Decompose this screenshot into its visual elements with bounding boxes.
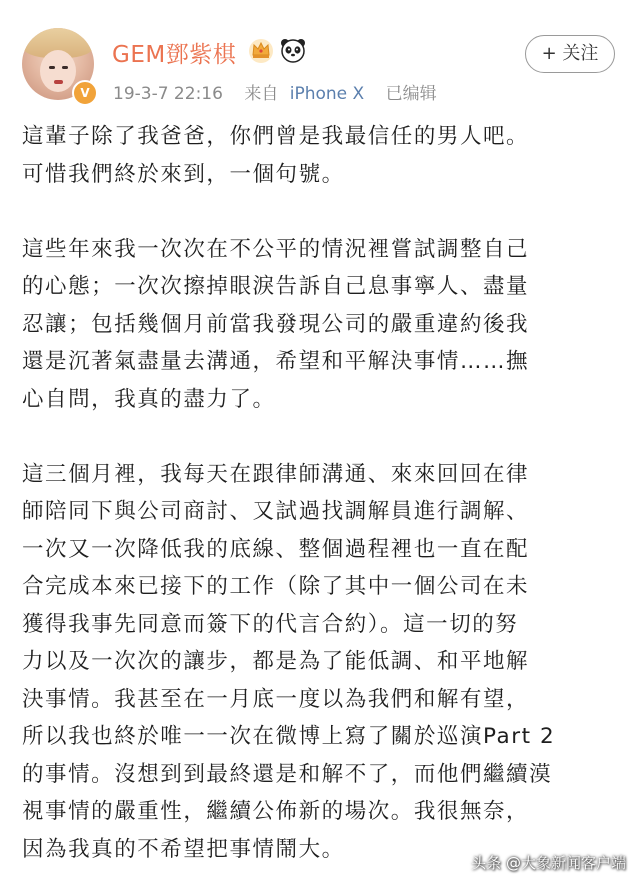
- avatar-eye-right: [62, 66, 68, 69]
- post-line: 因為我真的不希望把事情鬧大。: [22, 836, 345, 862]
- post-line: 決事情。我甚至在一月底一度以為我們和解有望，: [22, 686, 530, 712]
- verified-badge-icon: V: [72, 80, 98, 106]
- source-label: 来自: [244, 84, 279, 104]
- post-line: 師陪同下與公司商討、又試過找調解員進行調解、: [22, 499, 530, 524]
- post-paragraph-2: [22, 231, 622, 419]
- post-line: 還是沉著氣盡量去溝通，希望和平解決事情……撫: [22, 349, 530, 374]
- post-header: [0, 0, 640, 112]
- follow-button[interactable]: + 关注: [525, 35, 615, 73]
- post-line: 這輩子除了我爸爸，你們曾是我最信任的男人吧。: [22, 124, 530, 149]
- panda-icon: [280, 37, 306, 63]
- post-line: 的事情。沒想到到最終還是和解不了，而他們繼續漠: [22, 761, 553, 787]
- post-line: 忍讓；包括幾個月前當我發現公司的嚴重違約後我: [22, 311, 530, 337]
- post-line: 所以我也終於唯一一次在微博上寫了關於巡演Part 2: [22, 724, 556, 749]
- avatar-lips: [54, 80, 63, 84]
- post-line: 可惜我們終於來到，一個句號。: [22, 161, 345, 187]
- post-paragraph-3: [22, 456, 622, 869]
- post-line: 一次又一次降低我的底線、整個過程裡也一直在配: [22, 536, 530, 562]
- crown-icon: [248, 37, 274, 63]
- post-body: [22, 118, 622, 868]
- username[interactable]: GEM鄧紫棋: [112, 42, 237, 68]
- post-line: 心自問，我真的盡力了。: [22, 386, 276, 412]
- post-line: 獲得我事先同意而簽下的代言合約）。這一切的努: [22, 611, 519, 637]
- post-line: 力以及一次次的讓步，都是為了能低調、和平地解: [22, 649, 530, 674]
- post-line: 合完成本來已接下的工作（除了其中一個公司在未: [22, 574, 530, 599]
- post-line: 這三個月裡，我每天在跟律師溝通、來來回回在律: [22, 461, 530, 487]
- edited-label: 已编辑: [385, 84, 437, 104]
- source-device-link[interactable]: iPhone X: [289, 84, 365, 104]
- post-line: 的心態；一次次擦掉眼淚告訴自己息事寧人、盡量: [22, 274, 530, 299]
- post-line: 視事情的嚴重性，繼續公佈新的場次。我很無奈，: [22, 799, 530, 824]
- avatar-eye-left: [49, 66, 55, 69]
- post-line: 這些年來我一次次在不公平的情況裡嘗試調整自己: [22, 236, 530, 262]
- post-meta: [113, 79, 437, 104]
- avatar-face: [40, 50, 76, 92]
- post-time: 19-3-7 22:16: [113, 84, 223, 104]
- watermark: 头条 @大象新闻客户端: [471, 854, 626, 872]
- post-paragraph-1: [22, 118, 622, 193]
